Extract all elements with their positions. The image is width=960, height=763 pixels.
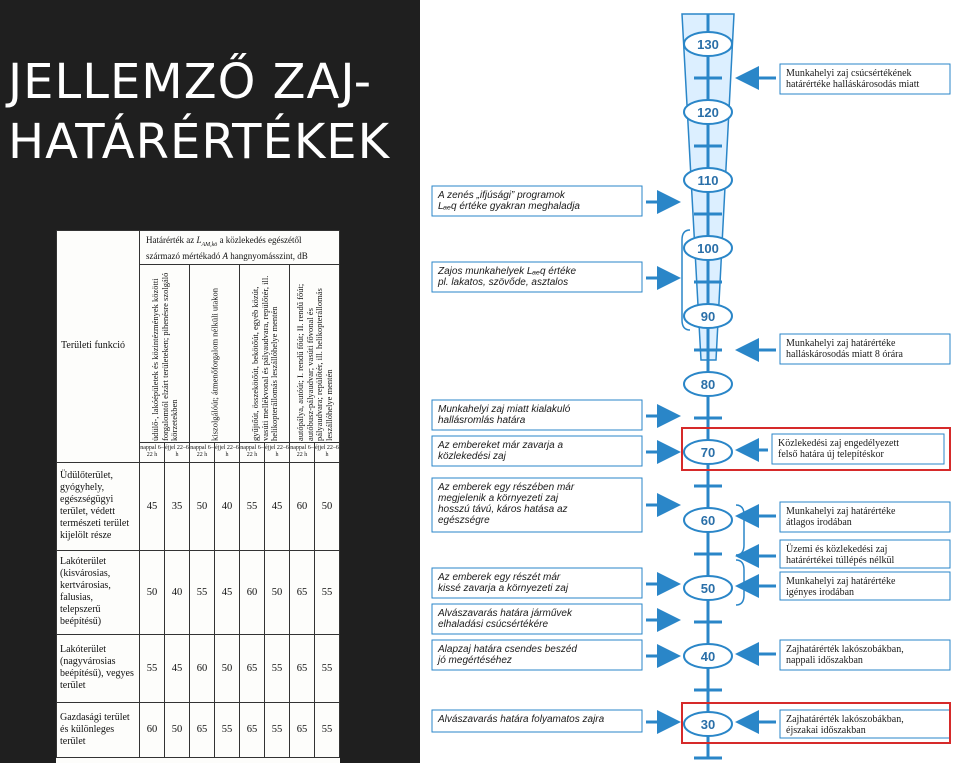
label-text: Az embereket már zavarja a — [438, 440, 564, 451]
scale-value-label: 80 — [700, 377, 716, 392]
scale-value-label: 130 — [697, 37, 719, 52]
subcolumn-day: nappal 6–22 h — [240, 442, 265, 462]
slide-title-line1: JELLEMZŐ ZAJ- — [8, 54, 373, 110]
limit-value: 55 — [265, 634, 290, 702]
right-label — [738, 640, 950, 670]
label-text: éjszakai időszakban — [786, 725, 866, 736]
limit-value: 55 — [315, 550, 340, 634]
label-text: Alvászavarás határa folyamatos zajra — [438, 714, 605, 725]
limit-value: 55 — [140, 634, 165, 702]
scale-value-label: 100 — [697, 241, 719, 256]
row-function: Gazdasági terület és különleges terület — [57, 702, 140, 757]
scale-value-label: 70 — [700, 445, 716, 460]
limit-value: 55 — [265, 702, 290, 757]
right-label — [738, 64, 950, 94]
function-header: Területi funkció — [57, 231, 140, 463]
table-row — [57, 634, 340, 702]
right-label — [738, 334, 950, 364]
scale-value-label: 60 — [700, 513, 716, 528]
left-label — [432, 604, 678, 634]
noise-limit-table-image — [56, 230, 340, 763]
scale-value-label: 50 — [700, 581, 716, 596]
left-label — [432, 568, 678, 598]
label-text: Lₐₑq értéke gyakran meghaladja — [438, 201, 580, 212]
label-text: Az emberek egy részében már — [438, 482, 575, 493]
limit-value: 50 — [215, 634, 240, 702]
scale-value-label: 30 — [700, 717, 716, 732]
scale-value-label: 40 — [700, 649, 716, 664]
right-label — [738, 710, 950, 738]
limit-value: 50 — [165, 702, 190, 757]
label-text: Alvászavarás határa járművek — [438, 608, 572, 619]
limit-value: 65 — [190, 702, 215, 757]
limit-value: 65 — [240, 702, 265, 757]
label-text: hallásromlás határa — [438, 415, 526, 426]
left-label — [432, 262, 678, 292]
noise-level-diagram — [420, 0, 960, 763]
column-group-label: gyűjtőút, összekötőút, bekötőút, egyéb közút, vasúti mellékvonal és pályaudvara, repülőtér, ill. helikopterállomás leszállóhelye mentén — [249, 275, 279, 442]
limit-value: 60 — [190, 634, 215, 702]
label-text: elhaladási csúcsértékére — [438, 619, 549, 630]
limit-value: 35 — [165, 462, 190, 550]
label-text: Közlekedési zaj engedélyezett — [778, 438, 900, 449]
label-text: Zajhatárérték lakószobákban, — [786, 644, 904, 655]
right-label — [738, 502, 950, 532]
right-label — [738, 572, 950, 600]
label-text: egészségre — [438, 515, 490, 526]
column-group-2 — [190, 264, 240, 442]
slide-title — [8, 52, 418, 172]
row-function: Lakóterület (kisvárosias, kertvárosias, falusias, telepszerű beépítésű) — [57, 550, 140, 634]
column-group-label: kiszolgálóút; átmenőforgalom nélküli utakon — [208, 288, 219, 442]
column-group-label: autópálya, autóút; I. rendű főút; II. rendű főút; autóbusz-pályaudvar; vasúti fővonal és pályaudvara; repülőtér, ill. helikopterállomás leszállóhelye mentén — [294, 284, 333, 442]
limit-value: 55 — [315, 634, 340, 702]
subcolumn-day: nappal 6–22 h — [290, 442, 315, 462]
label-text: megjelenik a környezeti zaj — [438, 493, 559, 504]
left-label — [432, 436, 678, 466]
limit-value: 55 — [190, 550, 215, 634]
label-text: nappali időszakban — [786, 655, 863, 666]
limit-value: 45 — [140, 462, 165, 550]
limit-value: 50 — [315, 462, 340, 550]
label-text: határértékei túllépés nélkül — [786, 555, 895, 566]
label-text: jó megértéséhez — [438, 655, 512, 666]
limit-value: 65 — [240, 634, 265, 702]
label-text: igényes irodában — [786, 587, 855, 598]
noise-scale-svg — [420, 0, 960, 763]
column-group-4 — [290, 264, 340, 442]
label-text: felső határa új telepítéskor — [778, 449, 884, 460]
limit-value: 45 — [215, 550, 240, 634]
label-text: Munkahelyi zaj határértéke — [786, 576, 896, 587]
limit-value: 65 — [290, 634, 315, 702]
left-label — [432, 640, 678, 670]
left-label — [432, 400, 678, 430]
label-text: Munkahelyi zaj miatt kialakuló — [438, 404, 571, 415]
label-text: halláskárosodás miatt 8 órára — [786, 349, 903, 360]
limit-value: 40 — [215, 462, 240, 550]
table-row — [57, 462, 340, 550]
right-label — [738, 434, 944, 464]
subcolumn-night: éjjel 22–6 h — [315, 442, 340, 462]
subcolumn-night: éjjel 22–6 h — [165, 442, 190, 462]
label-text: Munkahelyi zaj határértéke — [786, 506, 896, 517]
label-text: Zajos munkahelyek Lₐₑq értéke — [438, 266, 577, 277]
right-label — [738, 540, 950, 568]
label-text: hosszú távú, káros hatása az — [438, 504, 568, 515]
left-label — [432, 478, 678, 532]
scale-value-label: 90 — [700, 309, 716, 324]
row-function: Lakóterület (nagyvárosias beépítésű), vegyes terület — [57, 634, 140, 702]
label-text: pl. lakatos, szövőde, asztalos — [438, 277, 569, 288]
limit-value: 65 — [290, 550, 315, 634]
title-panel — [0, 0, 420, 763]
label-text: Munkahelyi zaj csúcsértékének — [786, 68, 912, 79]
table-row — [57, 702, 340, 757]
limit-value: 55 — [240, 462, 265, 550]
limit-value: 45 — [265, 462, 290, 550]
limit-value: 45 — [165, 634, 190, 702]
label-text: kissé zavarja a környezeti zaj — [438, 583, 569, 594]
label-text: átlagos irodában — [786, 517, 852, 528]
label-text: Munkahelyi zaj határértéke — [786, 338, 896, 349]
label-text: határértéke halláskárosodás miatt — [786, 79, 920, 90]
subcolumn-day: nappal 6–22 h — [140, 442, 165, 462]
column-group-label: üdülő-, lakóépületek és közintézmények közötti forgalomtól elzárt területeken; pihenésre szolgáló körzetekben — [149, 272, 179, 442]
column-group-3 — [240, 264, 290, 442]
limit-value: 50 — [140, 550, 165, 634]
table-top-header: Határérték az $L_{AM,kö}$ a közlekedés egészétől származó mértékadó A hangnyomásszint, dB — [140, 231, 340, 265]
limit-value: 40 — [165, 550, 190, 634]
slide-title-line2: HATÁRÉRTÉKEK — [8, 114, 391, 170]
column-group-1 — [140, 264, 190, 442]
noise-limit-table — [56, 230, 340, 758]
limit-value: 60 — [140, 702, 165, 757]
label-text: A zenés „ifjúsági” programok — [438, 190, 565, 201]
subcolumn-night: éjjel 22–6 h — [265, 442, 290, 462]
table-row — [57, 550, 340, 634]
label-text: közlekedési zaj — [438, 451, 506, 462]
limit-value: 50 — [265, 550, 290, 634]
subcolumn-night: éjjel 22–6 h — [215, 442, 240, 462]
label-text: Az emberek egy részét már — [438, 572, 561, 583]
subcolumn-day: nappal 6–22 h — [190, 442, 215, 462]
limit-value: 65 — [290, 702, 315, 757]
limit-value: 50 — [190, 462, 215, 550]
label-text: Zajhatárérték lakószobákban, — [786, 714, 904, 725]
left-label — [432, 710, 678, 732]
label-text: Alapzaj határa csendes beszéd — [438, 644, 577, 655]
scale-value-label: 120 — [697, 105, 719, 120]
limit-value: 60 — [290, 462, 315, 550]
limit-value: 60 — [240, 550, 265, 634]
scale-bracket — [736, 505, 744, 555]
row-function: Üdülőterület, gyógyhely, egészségügyi terület, védett természeti terület kijelölt része — [57, 462, 140, 550]
left-label — [432, 186, 678, 216]
label-text: Üzemi és közlekedési zaj — [786, 544, 888, 555]
limit-value: 55 — [215, 702, 240, 757]
limit-value: 55 — [315, 702, 340, 757]
scale-value-label: 110 — [697, 173, 719, 188]
scale-bracket — [736, 560, 744, 605]
